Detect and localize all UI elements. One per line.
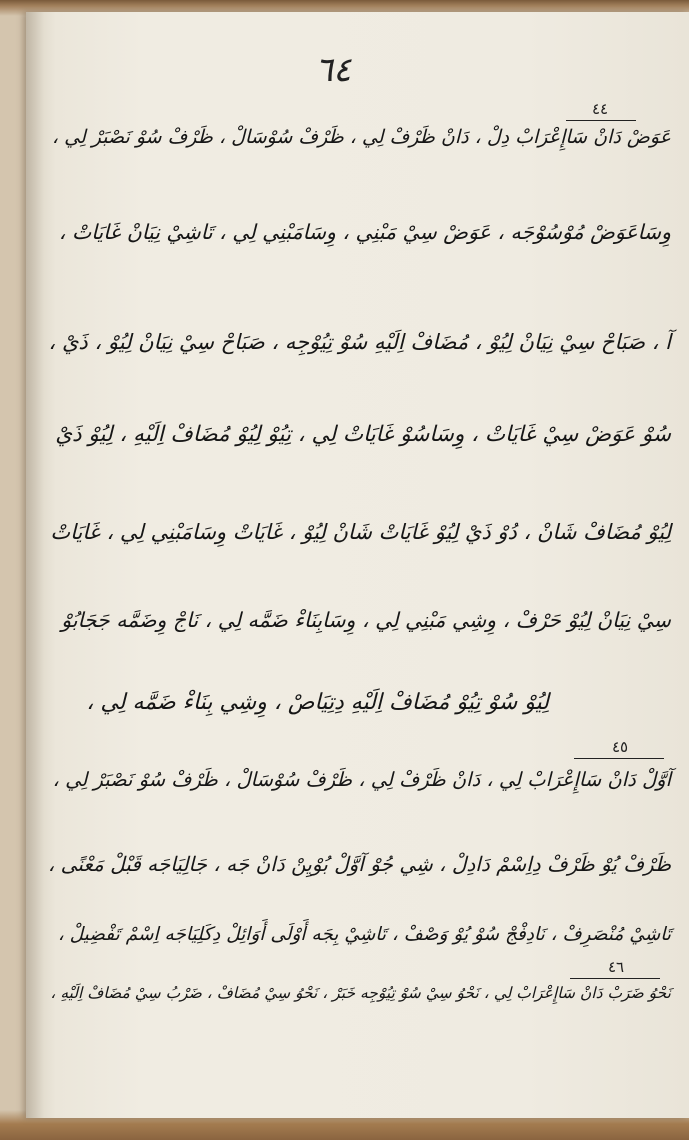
page-number: ٦٤ [314, 50, 352, 90]
text-line-8: آوَّلْ دَانْ سَاإِعْرَابْ لِي ، دَانْ ظَرْفْ لِي ، ظَرْفْ سُوْسَالْ ، ظَرْفْ سُوْ نَصْبَرْ لِي ، [52, 768, 671, 791]
text-line-1: عَوَضْ دَانْ سَاإِعْرَابْ دِلْ ، دَانْ ظَرْفْ لِي ، ظَرْفْ سُوْسَالْ ، ظَرْفْ سُوْ نَصْبَرْ لِي ، [51, 126, 671, 148]
text-line-7: لِيُوْ سُوْ تِيُوْ مُضَافْ اِلَيْهِ دِتِيَاصْ ، وِشِي بِنَاءْ ضَمَّه لِي ، [86, 690, 549, 715]
manuscript-page [26, 12, 689, 1118]
text-line-5: لِيُوْ مُضَافْ شَانْ ، دُوْ ذَيْ لِيُوْ غَايَاتْ شَانْ لِيُوْ ، غَايَاتْ وِسَامَبْنِي لِي ، غَايَاتْ [50, 520, 671, 544]
section-number-44: ٤٤ [592, 100, 609, 118]
text-line-11: نَحْوُ ضَرَبْ دَانْ سَاإِعْرَابْ لِي ، نَحْوُ سِيْ سُوْ تِيُوْجِه خَبَرْ ، نَحْوُ سِيْ مُضَافْ ، ضَرْبُ سِيْ مُضَافْ اِلَيْهِ ، [50, 984, 671, 1002]
text-line-2: وِسَاعَوَضْ مُوْسُوْجَه ، عَوَضْ سِيْ مَبْنِي ، وِسَامَبْنِي لِي ، تَاشِيْ نِيَانْ غَايَاتْ ، [58, 220, 671, 244]
page-gutter-shadow [26, 12, 44, 1118]
text-line-6: سِيْ نِيَانْ لِيُوْ حَرْفْ ، وِشِي مَبْنِي لِي ، وِسَابِنَاءْ ضَمَّه لِي ، نَاجْ وِضَمَّه جَجَابُوْ [61, 608, 671, 632]
text-line-3: آ ، صَبَاحْ سِيْ نِيَانْ لِيُوْ ، مُضَافْ اِلَيْهِ سُوْ تِيُوْجِه ، صَبَاحْ سِيْ نِيَانْ لِيُوْ ، ذَيْ ، [48, 330, 671, 354]
section-number-45: ٤٥ [612, 738, 629, 756]
section-rule-46 [570, 978, 660, 979]
section-rule-44 [566, 120, 636, 121]
section-number-46: ٤٦ [608, 958, 625, 976]
section-rule-45 [574, 758, 664, 759]
text-line-9: ظَرْفْ يُوْ ظَرْفْ دِاِسْمْ دَادِلْ ، شِي جُوْ آوَّلْ بُوْيِنْ دَانْ جَه ، جَالِيَاجَه قَبْلْ مَعْنًى ، [47, 852, 671, 876]
text-line-10: تَاشِيْ مُنْصَرِفْ ، نَادِفْجْ سُوْ يُوْ وَصْفْ ، تَاشِيْ بِجَه أَوْلَى أَوَائِلْ دِكَلِيَاجَه اِسْمْ تَفْضِيلْ ، [57, 924, 671, 945]
text-line-4: سُوْ عَوَضْ سِيْ غَايَاتْ ، وِسَاسُوْ غَايَاتْ لِي ، تِيُوْ لِيُوْ مُضَافْ اِلَيْهِ ، لِيُوْ ذَيْ [55, 422, 671, 447]
